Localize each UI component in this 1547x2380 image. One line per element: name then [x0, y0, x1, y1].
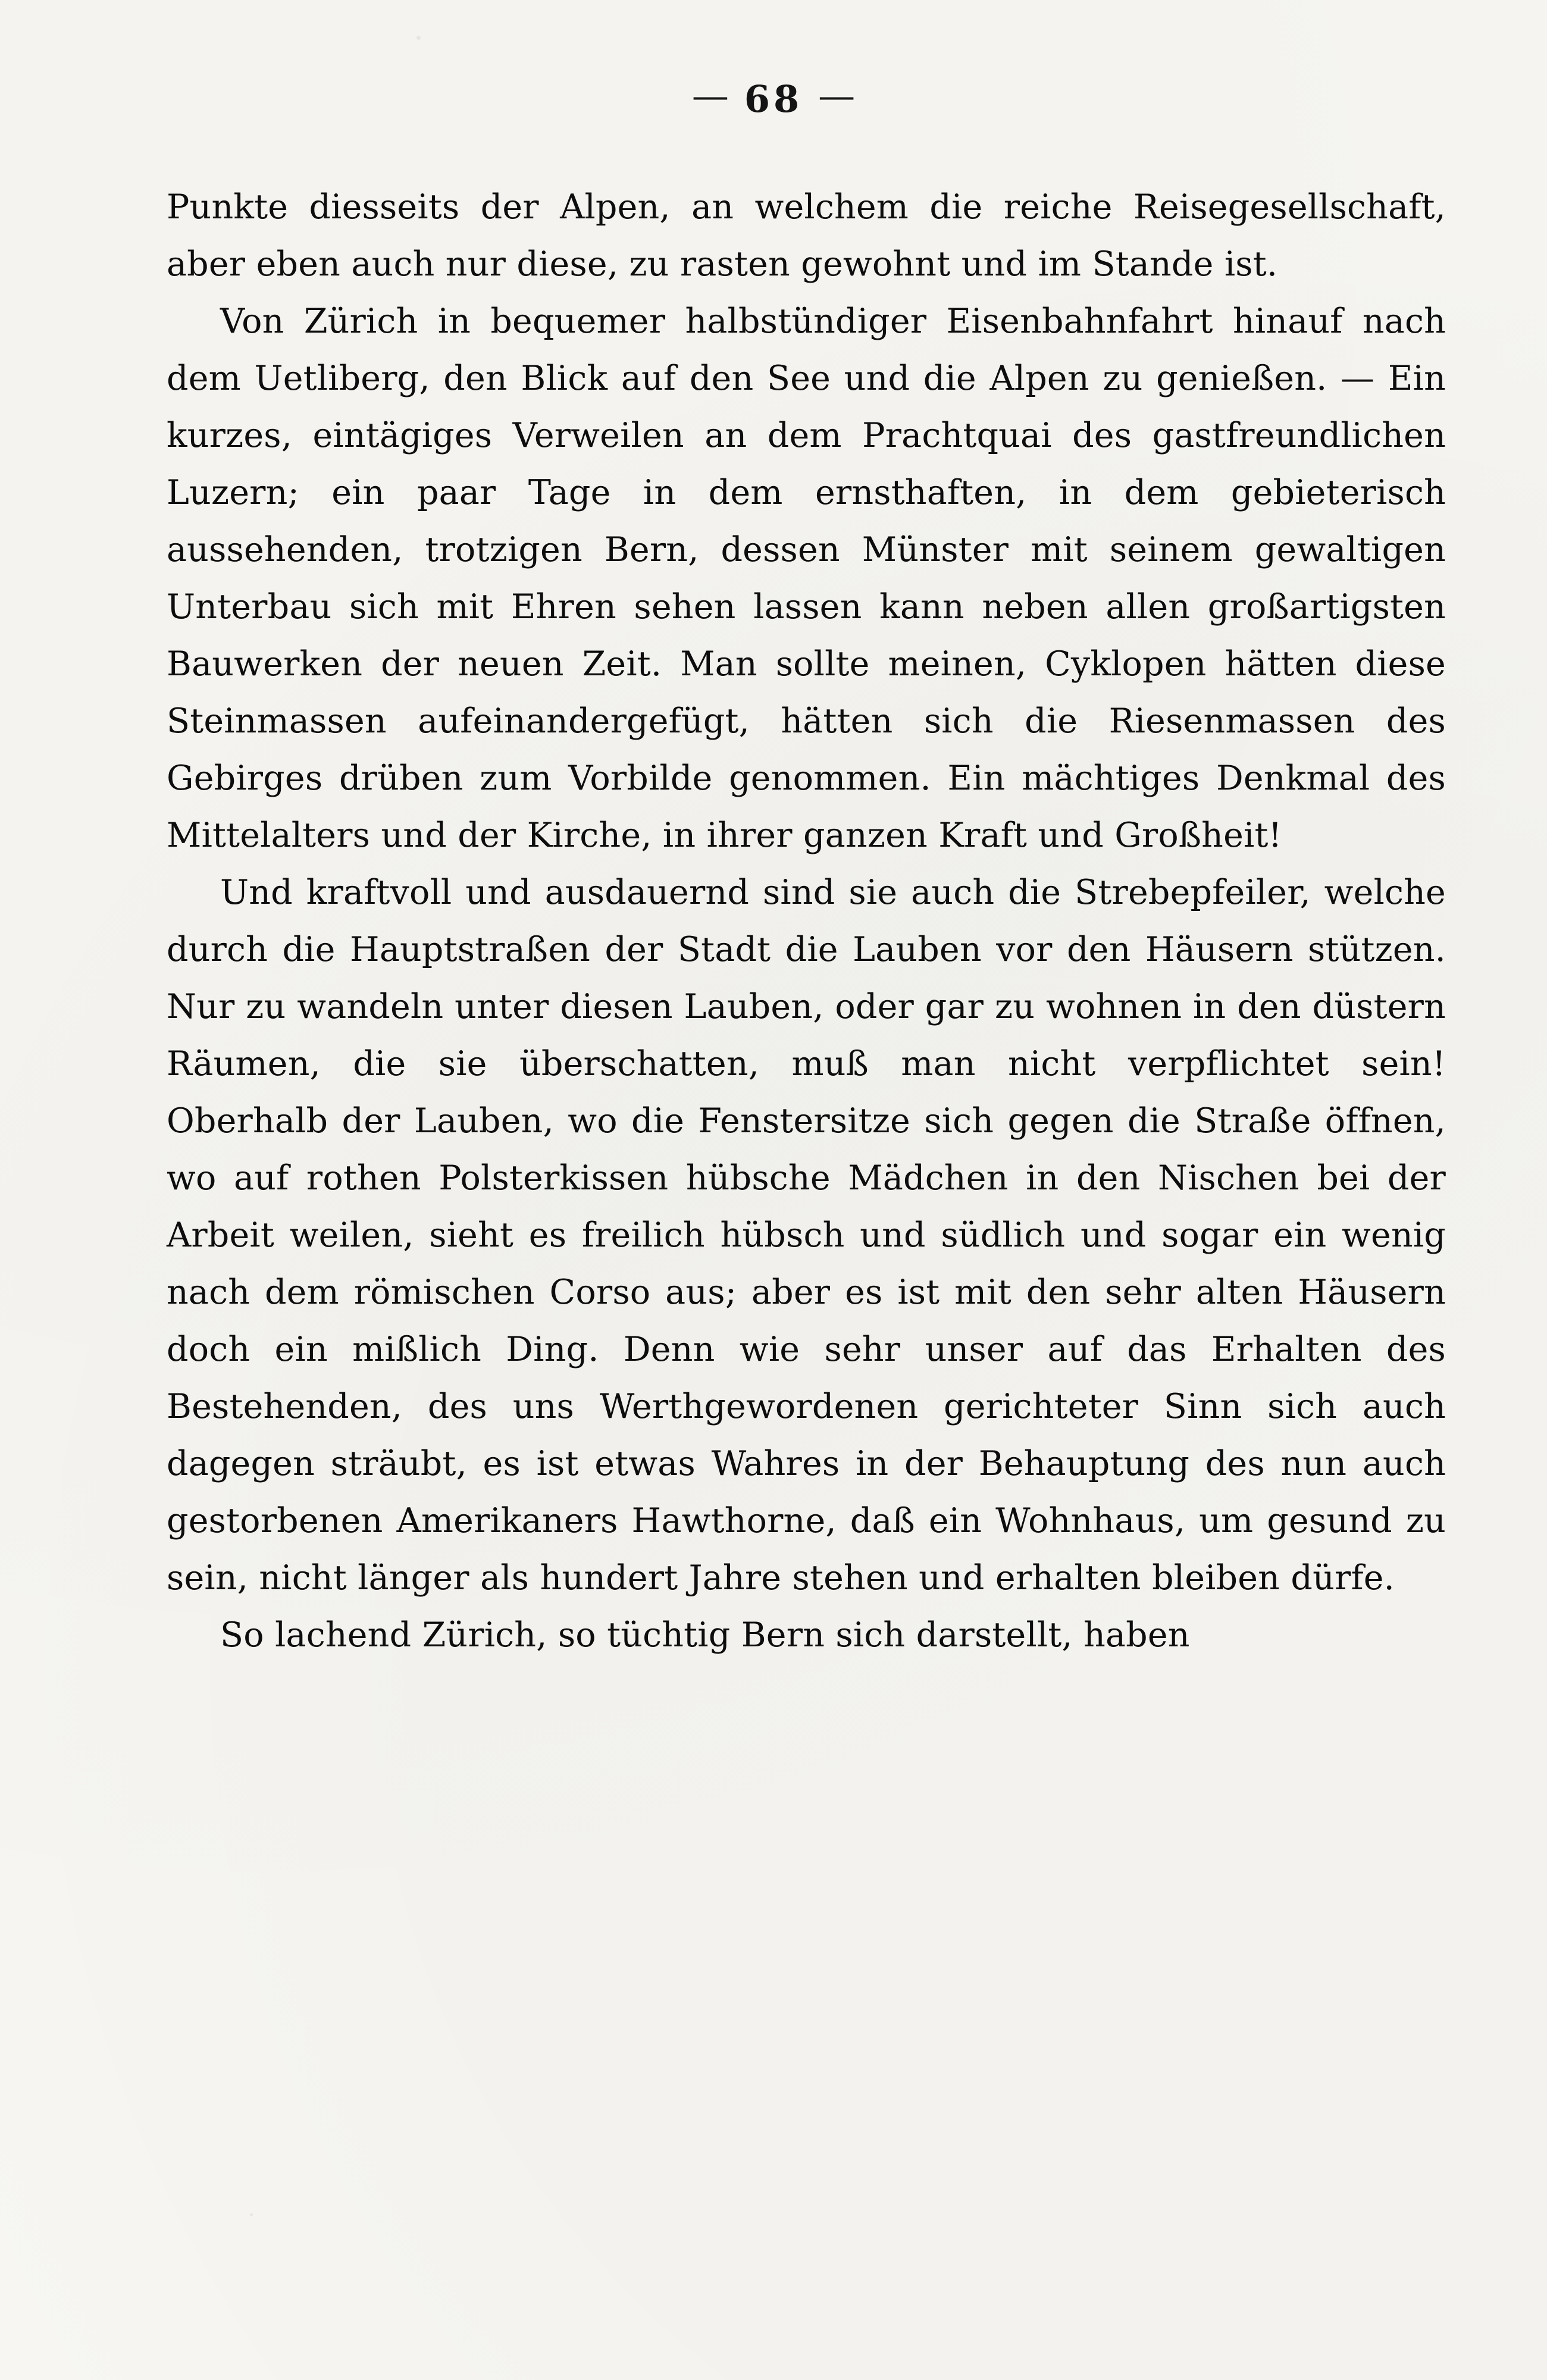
paragraph: Punkte diesseits der Alpen, an welchem die reiche Reisegesellschaft, aber eben auch nur diese, zu rasten gewohnt und im Stande ist. — [167, 187, 1446, 284]
paper-speck — [250, 2213, 253, 2216]
page-number-header — [0, 74, 1547, 121]
paper-speck — [416, 36, 421, 40]
paragraph: So lachend Zürich, so tüchtig Bern sich darstellt, haben — [220, 1615, 1190, 1655]
paragraph: Von Zürich in bequemer halbstündiger Eisenbahnfahrt hinauf nach dem Uetliberg, den Blick auf den See und die Alpen zu genießen. — Ein kurzes, eintägiges Verweilen an dem Prachtquai des gastfreundlichen Luzern; ein paar Tage in dem ernsthaften, in dem gebieterisch aussehenden, trotzigen Bern, dessen Münster mit seinem gewaltigen Unterbau sich mit Ehren sehen lassen kann neben allen großartigsten Bauwerken der neuen Zeit. Man sollte meinen, Cyklopen hätten diese Steinmassen aufeinandergefügt, hätten sich die Riesenmassen des Gebirges drüben zum Vorbilde genommen. Ein mächtiges Denkmal des Mittelalters und der Kirche, in ihrer ganzen Kraft und Großheit! — [167, 302, 1446, 855]
page-number-dash-left: — — [691, 74, 729, 117]
page-body-text — [167, 178, 1446, 1664]
page-number: 68 — [744, 77, 803, 121]
paragraph: Und kraftvoll und ausdauernd sind sie auch die Strebepfeiler, welche durch die Hauptstraßen der Stadt die Lauben vor den Häusern stützen. Nur zu wandeln unter diesen Lauben, oder gar zu wohnen in den düstern Räumen, die sie überschatten, muß man nicht verpflichtet sein! Oberhalb der Lauben, wo die Fenstersitze sich gegen die Straße öffnen, wo auf rothen Polsterkissen hübsche Mädchen in den Nischen bei der Arbeit weilen, sieht es freilich hübsch und südlich und sogar ein wenig nach dem römischen Corso aus; aber es ist mit den sehr alten Häusern doch ein mißlich Ding. Denn wie sehr unser auf das Erhalten des Bestehenden, des uns Werthgewordenen gerichteter Sinn sich auch dagegen sträubt, es ist etwas Wahres in der Behauptung des nun auch gestorbenen Amerikaners Hawthorne, daß ein Wohnhaus, um gesund zu sein, nicht länger als hundert Jahre stehen und erhalten bleiben dürfe. — [167, 873, 1446, 1598]
page-number-dash-right: — — [818, 74, 856, 117]
